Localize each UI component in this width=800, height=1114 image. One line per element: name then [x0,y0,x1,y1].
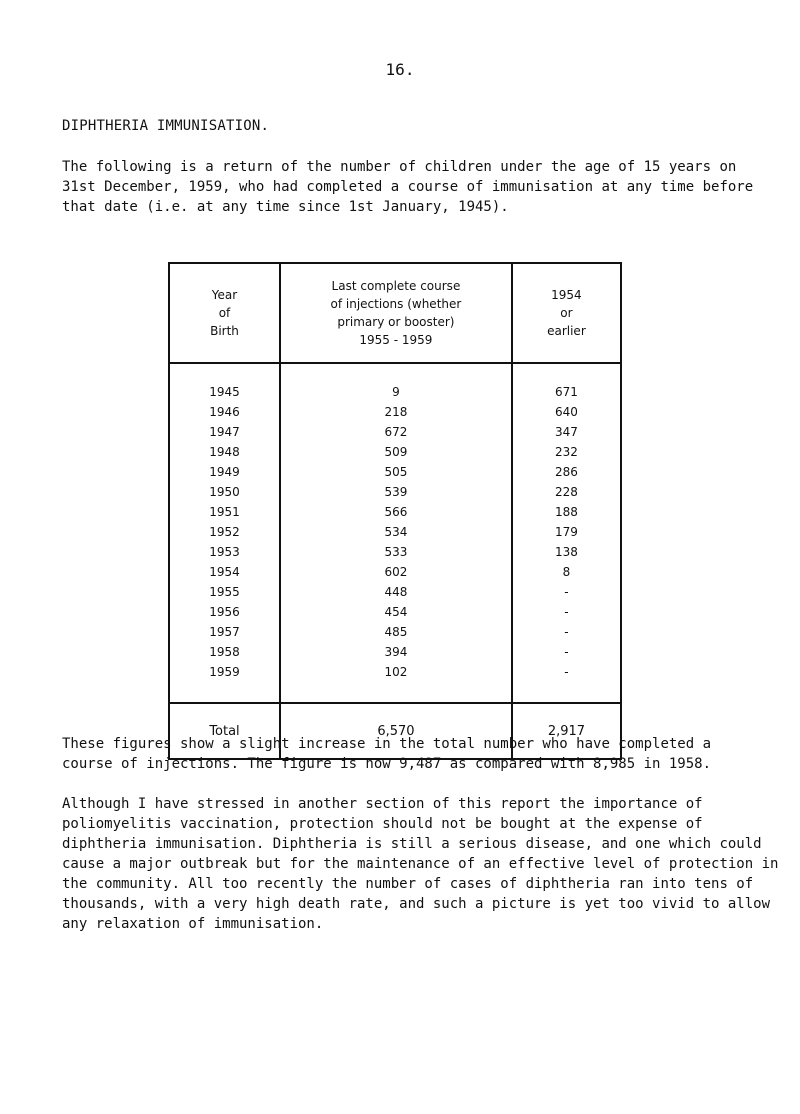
cell-earlier: 286 [512,462,621,482]
table-row [169,562,621,582]
table-row [169,542,621,562]
cell-last-course: 533 [280,542,512,562]
cell-last-course: 672 [280,422,512,442]
cell-year: 1947 [169,422,280,442]
cell-year: 1954 [169,562,280,582]
table-row [169,422,621,442]
table-row [169,522,621,542]
cell-earlier: 188 [512,502,621,522]
paragraph-line: course of injections. The figure is now 9,487 as compared with 8,985 in 1958. [62,756,712,772]
cell-year: 1958 [169,642,280,662]
cell-last-course: 454 [280,602,512,622]
cell-year: 1955 [169,582,280,602]
cell-earlier: 671 [512,382,621,402]
paragraph-line: poliomyelitis vaccination, protection should not be bought at the expense of [62,816,703,832]
table-body [169,363,621,703]
immunisation-table [168,262,622,760]
paragraph-line: Although I have stressed in another section of this report the importance of [62,796,703,812]
header-last-complete-course: Last complete course of injections (whether primary or booster) 1955 - 1959 [280,263,512,363]
cell-year: 1948 [169,442,280,462]
table-row [169,402,621,422]
intro-line: that date (i.e. at any time since 1st January, 1945). [62,199,509,215]
cell-year: 1952 [169,522,280,542]
cell-year: 1956 [169,602,280,622]
table-row [169,382,621,402]
header-year-of-birth: Year of Birth [169,263,280,363]
cell-year: 1945 [169,382,280,402]
cell-year: 1949 [169,462,280,482]
intro-line: The following is a return of the number of children under the age of 15 years on [62,159,737,175]
cell-last-course: 102 [280,662,512,682]
cell-year: 1957 [169,622,280,642]
cell-earlier: - [512,602,621,622]
cell-earlier: 347 [512,422,621,442]
paragraph-line: any relaxation of immunisation. [62,916,324,932]
cell-earlier: 8 [512,562,621,582]
cell-year: 1946 [169,402,280,422]
table-row [169,662,621,682]
cell-year: 1959 [169,662,280,682]
summary-paragraph [62,734,752,774]
cell-earlier: 179 [512,522,621,542]
cell-last-course: 602 [280,562,512,582]
discussion-paragraph [62,794,779,934]
cell-last-course: 534 [280,522,512,542]
cell-year: 1950 [169,482,280,502]
cell-last-course: 566 [280,502,512,522]
table-header-row [169,263,621,363]
paragraph-line: diphtheria immunisation. Diphtheria is still a serious disease, and one which could [62,836,762,852]
intro-paragraph [62,157,752,217]
cell-earlier: - [512,642,621,662]
cell-earlier: - [512,582,621,602]
cell-earlier: 232 [512,442,621,462]
table-row [169,622,621,642]
cell-last-course: 9 [280,382,512,402]
table-row [169,482,621,502]
paragraph-line: thousands, with a very high death rate, and such a picture is yet too vivid to allow [62,896,771,912]
paragraph-line: These figures show a slight increase in the total number who have completed a [62,736,712,752]
total-earlier: 2,917 [512,703,621,759]
cell-last-course: 218 [280,402,512,422]
section-heading: DIPHTHERIA IMMUNISATION. [62,118,270,134]
cell-year: 1953 [169,542,280,562]
cell-last-course: 539 [280,482,512,502]
cell-earlier: 228 [512,482,621,502]
intro-line: 31st December, 1959, who had completed a course of immunisation at any time before [62,179,754,195]
cell-last-course: 485 [280,622,512,642]
total-last-course: 6,570 [280,703,512,759]
header-1954-or-earlier: 1954 or earlier [512,263,621,363]
cell-earlier: - [512,622,621,642]
cell-earlier: 138 [512,542,621,562]
table-row [169,602,621,622]
cell-last-course: 394 [280,642,512,662]
cell-year: 1951 [169,502,280,522]
page-number: 16. [385,60,415,79]
table-row [169,462,621,482]
table-row [169,582,621,602]
table-row [169,502,621,522]
cell-earlier: 640 [512,402,621,422]
paragraph-line: cause a major outbreak but for the maintenance of an effective level of protection in [62,856,779,872]
total-label: Total [169,703,280,759]
cell-last-course: 448 [280,582,512,602]
cell-earlier: - [512,662,621,682]
table-row [169,642,621,662]
cell-last-course: 505 [280,462,512,482]
cell-last-course: 509 [280,442,512,462]
paragraph-line: the community. All too recently the number of cases of diphtheria ran into tens of [62,876,754,892]
table-row [169,442,621,462]
